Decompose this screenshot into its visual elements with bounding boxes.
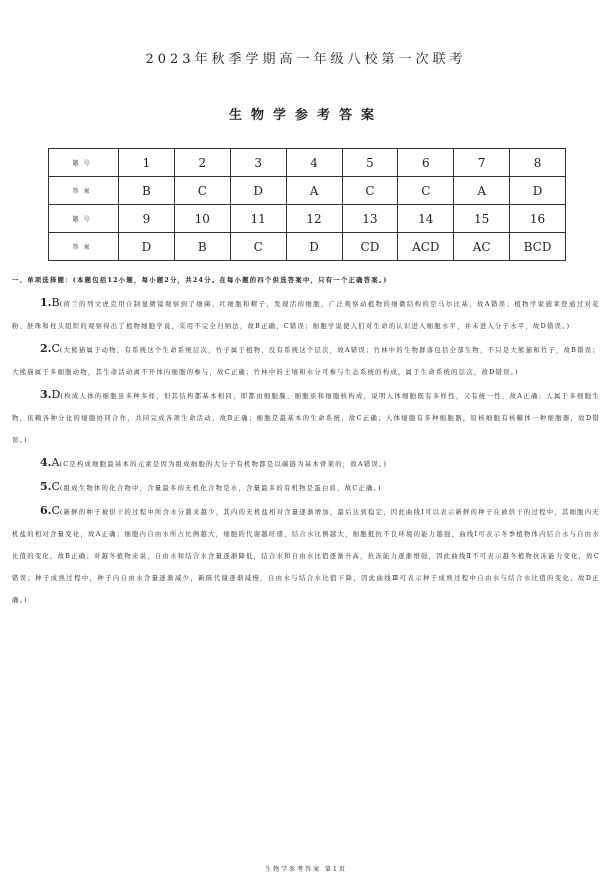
question-number: 11: [230, 205, 286, 233]
table-row-answers: [49, 177, 566, 205]
explanation-item: [12, 338, 600, 384]
question-number: 5: [342, 149, 398, 177]
answer-cell: ACD: [398, 233, 454, 261]
question-number: 3: [230, 149, 286, 177]
explanations-body: [12, 270, 600, 612]
answer-cell: C: [230, 233, 286, 261]
question-number: 8: [510, 149, 566, 177]
explanation-item: [12, 292, 600, 338]
item-text: (荷兰的列文虎克用自制显微镜观察到了细菌、红细胞和精子，发现活的细胞，广泛观察动植物的细微结构的是马尔比基，故A错误；植物学家施莱登通过对花粉、胚珠和柱头组织的观察得出了植物细胞学说，采用不完全归纳法，故B正确，C错误；细胞学说使人们对生命的认识进入细胞水平，并未进入分子水平，故D错误。): [12, 301, 600, 330]
question-number: 6: [398, 149, 454, 177]
question-number: 1: [119, 149, 175, 177]
row-label-answer: 答案: [49, 177, 119, 205]
table-row-answers: [49, 233, 566, 261]
answer-cell: D: [286, 233, 342, 261]
table-row-question-numbers: [49, 149, 566, 177]
item-text: (构成人体的细胞虽多种多样，但其结构都基本相同，即都由细胞膜、细胞质和细胞核构成，说明人体细胞既有多样性，又有统一性，故A正确；人属于多细胞生物，依赖各种分化的细胞协同合作，共同完成各项生命活动，故B正确；细胞是最基本的生命系统，故C正确；人体细胞有多种细胞器，原核细胞有核糖体一种细胞器，故D错误。): [12, 393, 600, 444]
answer-key-title: 生物学参考答案: [228, 108, 383, 123]
answer-cell: C: [342, 177, 398, 205]
item-number: 1.: [40, 296, 52, 309]
row-label-question: 题号: [49, 149, 119, 177]
answer-cell: D: [510, 177, 566, 205]
exam-title: 2023年秋季学期高一年级八校第一次联考: [145, 52, 467, 67]
answer-table: [48, 148, 566, 261]
answer-cell: A: [286, 177, 342, 205]
question-number: 7: [454, 149, 510, 177]
item-number: 6.: [40, 504, 52, 517]
answer-cell: B: [119, 177, 175, 205]
answer-cell: AC: [454, 233, 510, 261]
question-number: 10: [174, 205, 230, 233]
question-number: 4: [286, 149, 342, 177]
question-number: 9: [119, 205, 175, 233]
explanation-item: [12, 452, 600, 476]
answer-cell: CD: [342, 233, 398, 261]
row-label-question: 题号: [49, 205, 119, 233]
item-number: 5.: [40, 480, 52, 493]
item-number: 4.: [40, 456, 52, 469]
question-number: 13: [342, 205, 398, 233]
question-number: 12: [286, 205, 342, 233]
item-answer: B: [51, 296, 60, 309]
item-answer: C: [51, 480, 60, 493]
page-footer: 生物学参考答案 第1页: [265, 866, 347, 873]
answer-cell: A: [454, 177, 510, 205]
question-number: 16: [510, 205, 566, 233]
section-heading: 一、单项选择题：(本题包括12小题，每小题2分，共24分。在每小题的四个供选答案中，只有一个正确答案。): [12, 277, 388, 284]
item-answer: D: [51, 388, 61, 401]
question-number: 2: [174, 149, 230, 177]
item-text: (组成生物体的化合物中，含量最多的无机化合物是水，含量最多的有机物是蛋白质，故C正确。): [59, 485, 382, 492]
item-text: (新鲜的种子被烘干的过程中所含水分越来越少，其内的无机盐相对含量逐渐增加，最后达到稳定，因此曲线Ⅰ可以表示新鲜的种子在被烘干的过程中，其细胞内无机盐的相对含量变化，故A正确；细胞内自由水所占比例越大，细胞的代谢越旺盛，结合水比例越大，细胞抵抗不良环境的能力越强，曲线Ⅰ可表示冬季植物体内结合水与自由水比值的变化，故B正确；对越冬植物来说，自由水和结合水含量逐渐降低，结合水和自由水比值逐渐升高，抗冻能力逐渐增强，因此曲线Ⅱ不可表示越冬植物抗冻能力变化，故C错误；种子成熟过程中，种子内自由水含量逐渐减少，新陈代谢逐渐减慢，自由水与结合水比值下降，因此曲线Ⅲ可表示种子成熟过程中自由水与结合水比值的变化，故D正确。): [12, 509, 600, 604]
answer-cell: BCD: [510, 233, 566, 261]
explanation-item: [12, 476, 600, 500]
explanation-item: [12, 500, 600, 612]
row-label-answer: 答案: [49, 233, 119, 261]
answer-cell: D: [230, 177, 286, 205]
item-text: (C是构成细胞最基本的元素是因为组成细胞的大分子有机物都是以碳链为基本骨架的，故A错误。): [59, 461, 388, 468]
item-answer: C: [51, 504, 60, 517]
answer-cell: C: [398, 177, 454, 205]
answer-cell: B: [174, 233, 230, 261]
answer-cell: C: [174, 177, 230, 205]
table-row-question-numbers: [49, 205, 566, 233]
item-answer: A: [51, 456, 60, 469]
question-number: 15: [454, 205, 510, 233]
item-answer: C: [51, 342, 60, 355]
item-text: (大熊猫属于动物，有系统这个生命系统层次，竹子属于植物，没有系统这个层次，故A错误；竹林中的生物群落包括全部生物，不只是大熊猫和竹子，故B错误；大熊猫属于多细胞动物，其生命活动离不开体内细胞的参与，故C正确；竹林中的土壤和水分可参与生态系统的构成，属于生命系统的层次，故D错误。): [12, 347, 600, 376]
item-number: 3.: [40, 388, 52, 401]
explanation-item: [12, 384, 600, 452]
item-number: 2.: [40, 342, 52, 355]
question-number: 14: [398, 205, 454, 233]
answer-cell: D: [119, 233, 175, 261]
